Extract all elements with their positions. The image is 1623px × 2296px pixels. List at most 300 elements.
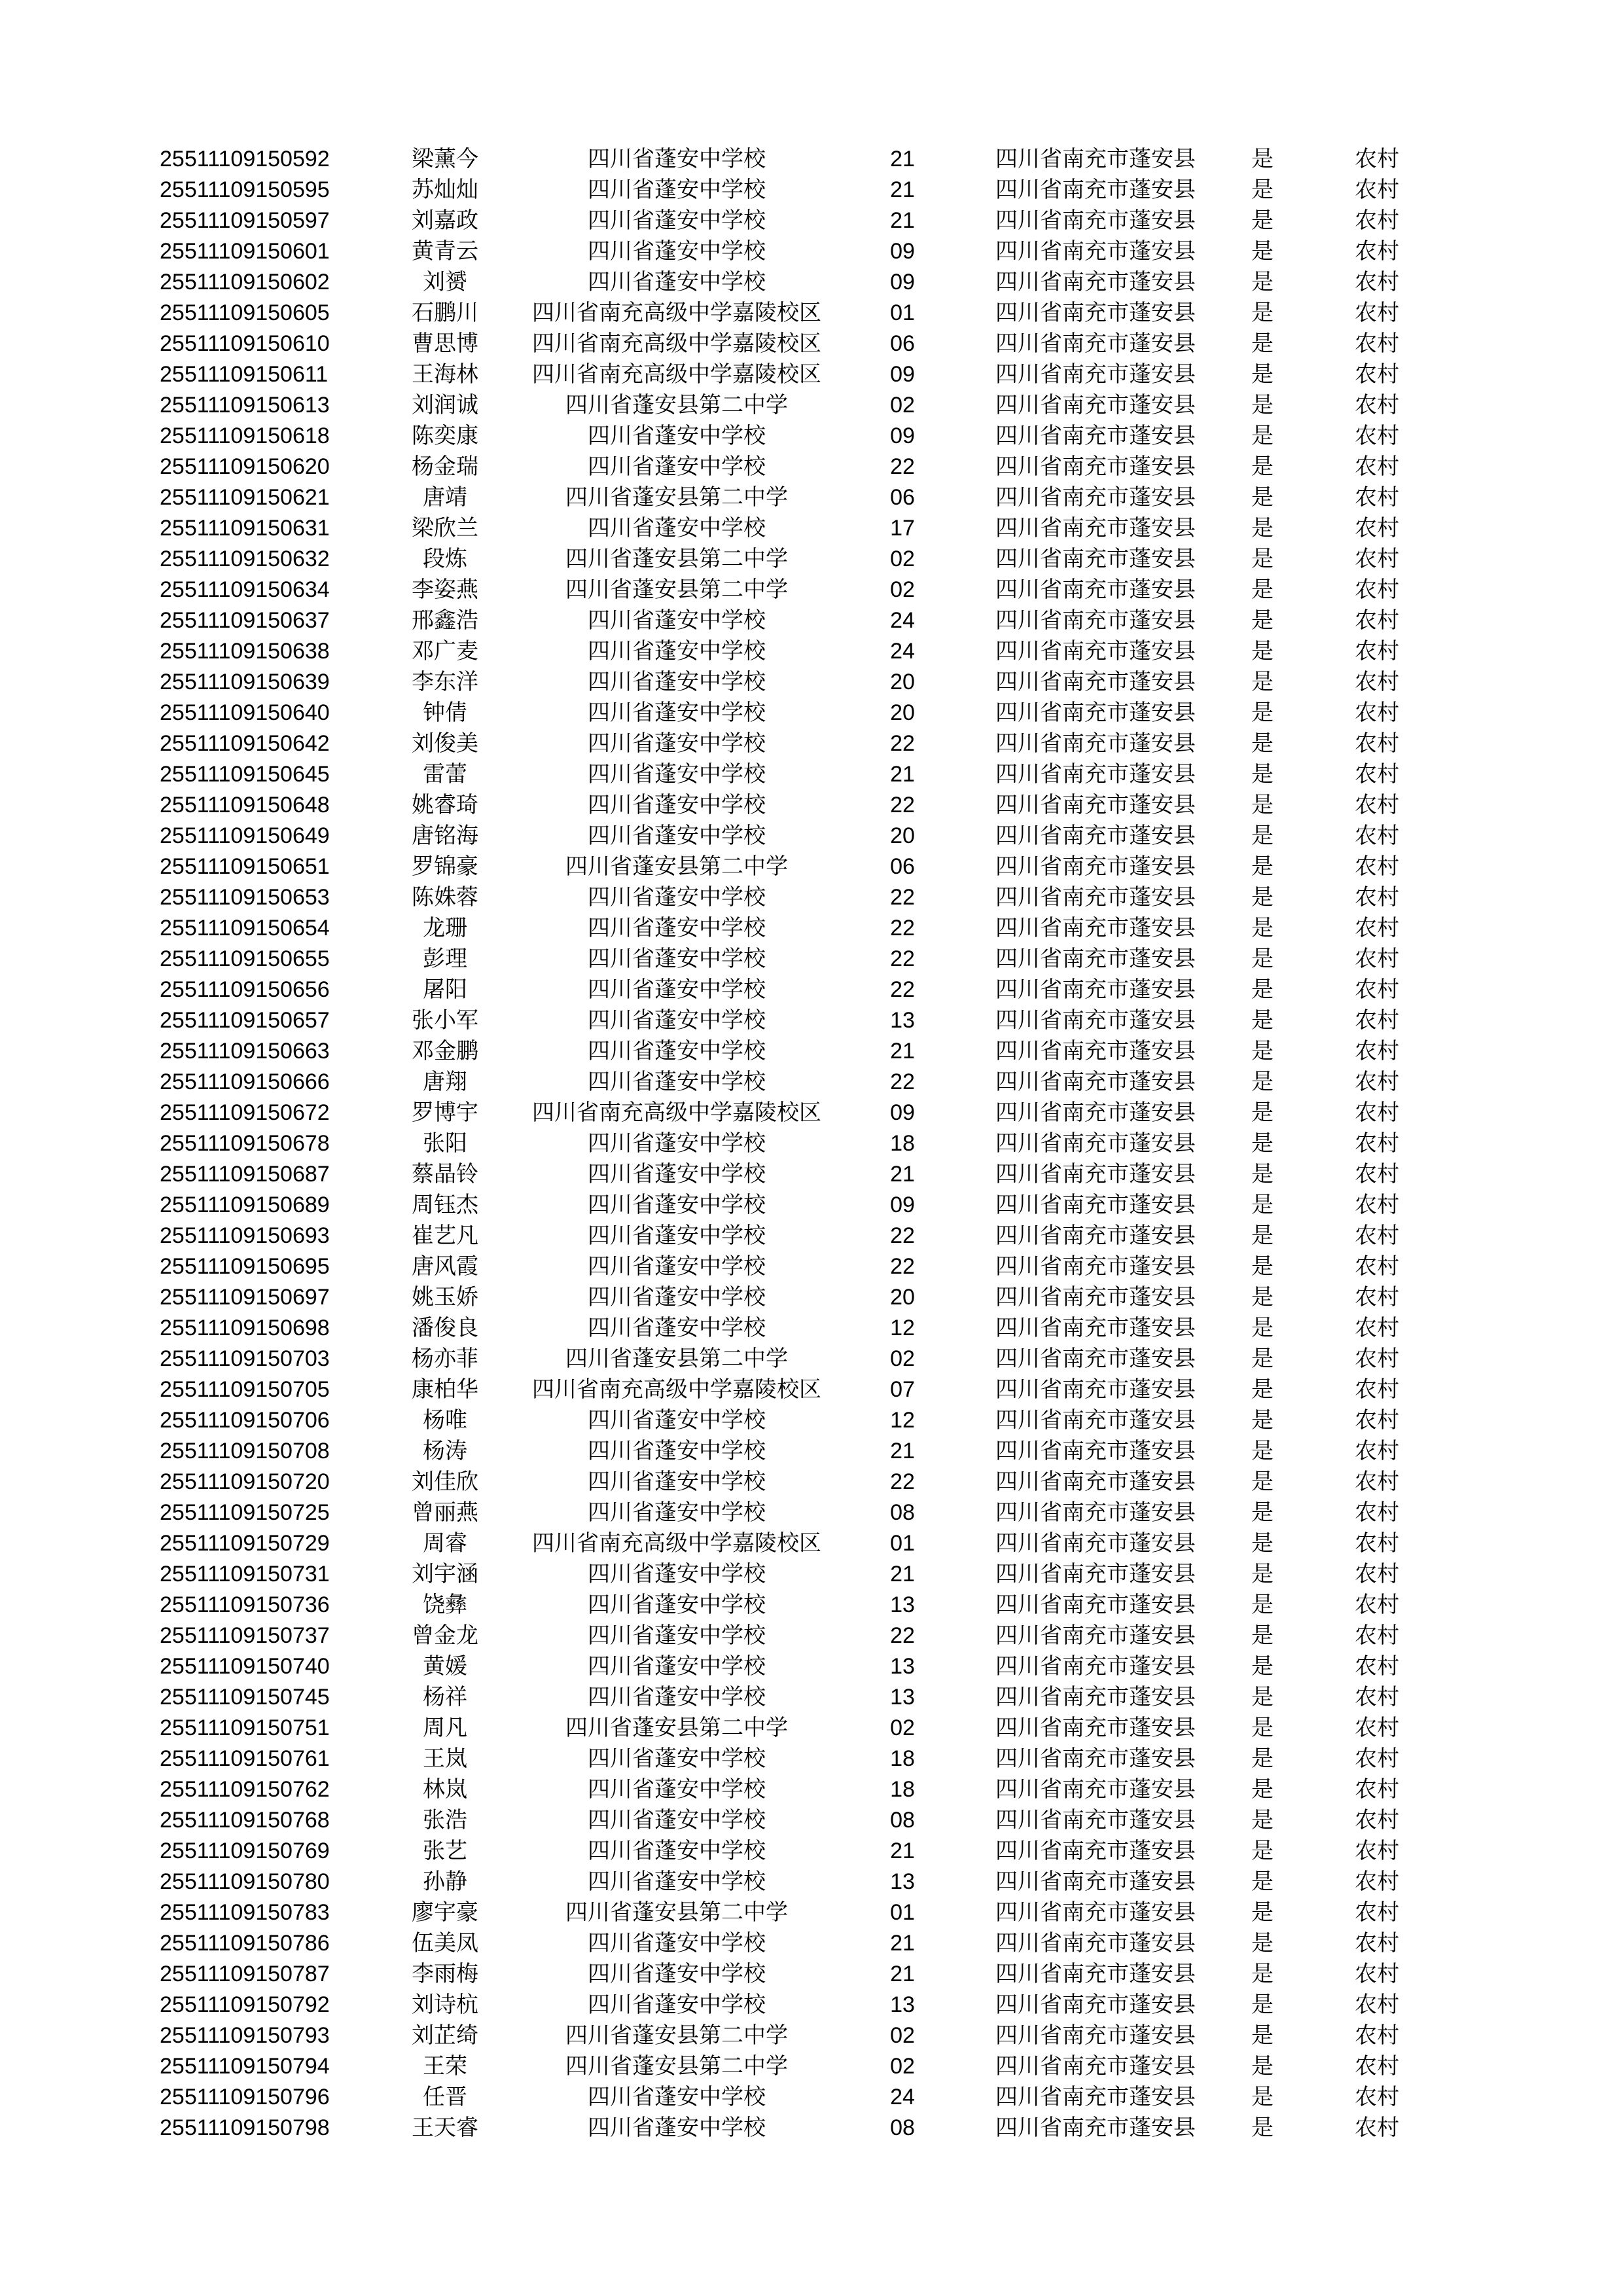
residence-type-cell: 农村 bbox=[1355, 823, 1399, 848]
student-name-cell: 段炼 bbox=[423, 547, 467, 571]
residence-type-cell: 农村 bbox=[1355, 177, 1399, 202]
student-name-cell: 周凡 bbox=[423, 1715, 467, 1740]
residence-type-cell: 农村 bbox=[1355, 454, 1399, 479]
code-cell: 09 bbox=[890, 423, 915, 448]
flag-cell: 是 bbox=[1251, 1131, 1274, 1156]
table-row bbox=[160, 667, 1469, 698]
table-row bbox=[160, 1344, 1469, 1374]
flag-cell: 是 bbox=[1251, 1500, 1274, 1525]
flag-cell: 是 bbox=[1251, 423, 1274, 448]
region-cell: 四川省南充市蓬安县 bbox=[995, 823, 1196, 848]
residence-type-cell: 农村 bbox=[1355, 270, 1399, 295]
student-name-cell: 刘俊美 bbox=[412, 731, 478, 756]
student-name-cell: 潘俊良 bbox=[412, 1316, 478, 1340]
student-id-cell: 25511109150705 bbox=[160, 1377, 330, 1402]
student-name-cell: 李雨梅 bbox=[412, 1962, 478, 1986]
residence-type-cell: 农村 bbox=[1355, 608, 1399, 633]
code-cell: 02 bbox=[890, 2054, 915, 2079]
student-name-cell: 刘佳欣 bbox=[412, 1469, 478, 1494]
residence-type-cell: 农村 bbox=[1355, 946, 1399, 971]
code-cell: 09 bbox=[890, 1193, 915, 1217]
table-row bbox=[160, 206, 1469, 236]
flag-cell: 是 bbox=[1251, 1685, 1274, 1710]
region-cell: 四川省南充市蓬安县 bbox=[995, 177, 1196, 202]
region-cell: 四川省南充市蓬安县 bbox=[995, 208, 1196, 233]
school-cell: 四川省蓬安县第二中学 bbox=[565, 2023, 788, 2048]
student-id-cell: 25511109150762 bbox=[160, 1777, 330, 1802]
flag-cell: 是 bbox=[1251, 516, 1274, 541]
code-cell: 21 bbox=[890, 1439, 915, 1463]
student-name-cell: 彭理 bbox=[423, 946, 467, 971]
region-cell: 四川省南充市蓬安县 bbox=[995, 1469, 1196, 1494]
code-cell: 09 bbox=[890, 239, 915, 264]
student-name-cell: 罗博宇 bbox=[412, 1100, 478, 1125]
table-row bbox=[160, 1128, 1469, 1159]
flag-cell: 是 bbox=[1251, 454, 1274, 479]
school-cell: 四川省蓬安中学校 bbox=[588, 823, 766, 848]
student-name-cell: 雷蕾 bbox=[423, 762, 467, 787]
student-name-cell: 唐风霞 bbox=[412, 1254, 478, 1279]
table-row bbox=[160, 1313, 1469, 1344]
school-cell: 四川省蓬安中学校 bbox=[588, 1685, 766, 1710]
table-row bbox=[160, 1467, 1469, 1498]
code-cell: 18 bbox=[890, 1746, 915, 1771]
student-name-cell: 黄青云 bbox=[412, 239, 478, 264]
flag-cell: 是 bbox=[1251, 485, 1274, 510]
residence-type-cell: 农村 bbox=[1355, 1162, 1399, 1187]
code-cell: 13 bbox=[890, 1654, 915, 1679]
school-cell: 四川省蓬安中学校 bbox=[588, 1562, 766, 1587]
table-row bbox=[160, 882, 1469, 913]
school-cell: 四川省蓬安中学校 bbox=[588, 1962, 766, 1986]
table-row bbox=[160, 1774, 1469, 1805]
region-cell: 四川省南充市蓬安县 bbox=[995, 1162, 1196, 1187]
student-id-cell: 25511109150657 bbox=[160, 1008, 330, 1033]
student-name-cell: 饶彝 bbox=[423, 1592, 467, 1617]
student-id-cell: 25511109150649 bbox=[160, 823, 330, 848]
flag-cell: 是 bbox=[1251, 1285, 1274, 1310]
school-cell: 四川省蓬安中学校 bbox=[588, 1992, 766, 2017]
student-name-cell: 王岚 bbox=[423, 1746, 467, 1771]
student-name-cell: 李东洋 bbox=[412, 670, 478, 694]
region-cell: 四川省南充市蓬安县 bbox=[995, 1746, 1196, 1771]
residence-type-cell: 农村 bbox=[1355, 331, 1399, 356]
code-cell: 12 bbox=[890, 1408, 915, 1433]
student-name-cell: 唐翔 bbox=[423, 1069, 467, 1094]
flag-cell: 是 bbox=[1251, 147, 1274, 171]
code-cell: 13 bbox=[890, 1008, 915, 1033]
flag-cell: 是 bbox=[1251, 1931, 1274, 1956]
school-cell: 四川省蓬安中学校 bbox=[588, 1162, 766, 1187]
table-row bbox=[160, 1867, 1469, 1897]
school-cell: 四川省蓬安县第二中学 bbox=[565, 1900, 788, 1925]
table-row bbox=[160, 1251, 1469, 1282]
student-id-cell: 25511109150687 bbox=[160, 1162, 330, 1187]
student-name-cell: 康柏华 bbox=[412, 1377, 478, 1402]
student-name-cell: 周钰杰 bbox=[412, 1193, 478, 1217]
student-id-cell: 25511109150783 bbox=[160, 1900, 330, 1925]
student-name-cell: 钟倩 bbox=[423, 700, 467, 725]
school-cell: 四川省蓬安中学校 bbox=[588, 270, 766, 295]
region-cell: 四川省南充市蓬安县 bbox=[995, 1039, 1196, 1064]
code-cell: 02 bbox=[890, 2023, 915, 2048]
residence-type-cell: 农村 bbox=[1355, 1900, 1399, 1925]
code-cell: 22 bbox=[890, 946, 915, 971]
student-name-cell: 蔡晶铃 bbox=[412, 1162, 478, 1187]
school-cell: 四川省南充高级中学嘉陵校区 bbox=[532, 1100, 821, 1125]
school-cell: 四川省蓬安县第二中学 bbox=[565, 2054, 788, 2079]
student-id-cell: 25511109150736 bbox=[160, 1592, 330, 1617]
code-cell: 02 bbox=[890, 1715, 915, 1740]
student-name-cell: 唐靖 bbox=[423, 485, 467, 510]
table-row bbox=[160, 821, 1469, 852]
student-id-cell: 25511109150666 bbox=[160, 1069, 330, 1094]
flag-cell: 是 bbox=[1251, 1408, 1274, 1433]
student-id-cell: 25511109150740 bbox=[160, 1654, 330, 1679]
school-cell: 四川省蓬安中学校 bbox=[588, 208, 766, 233]
region-cell: 四川省南充市蓬安县 bbox=[995, 516, 1196, 541]
student-name-cell: 陈奕康 bbox=[412, 423, 478, 448]
region-cell: 四川省南充市蓬安县 bbox=[995, 1592, 1196, 1617]
region-cell: 四川省南充市蓬安县 bbox=[995, 300, 1196, 325]
region-cell: 四川省南充市蓬安县 bbox=[995, 331, 1196, 356]
region-cell: 四川省南充市蓬安县 bbox=[995, 1439, 1196, 1463]
residence-type-cell: 农村 bbox=[1355, 1931, 1399, 1956]
table-row bbox=[160, 636, 1469, 667]
table-row bbox=[160, 944, 1469, 975]
school-cell: 四川省蓬安中学校 bbox=[588, 1654, 766, 1679]
code-cell: 22 bbox=[890, 1223, 915, 1248]
table-row bbox=[160, 1528, 1469, 1559]
flag-cell: 是 bbox=[1251, 1715, 1274, 1740]
flag-cell: 是 bbox=[1251, 2115, 1274, 2140]
residence-type-cell: 农村 bbox=[1355, 1808, 1399, 1833]
student-list-table bbox=[160, 144, 1469, 2144]
residence-type-cell: 农村 bbox=[1355, 1039, 1399, 1064]
code-cell: 06 bbox=[890, 485, 915, 510]
residence-type-cell: 农村 bbox=[1355, 762, 1399, 787]
region-cell: 四川省南充市蓬安县 bbox=[995, 577, 1196, 602]
region-cell: 四川省南充市蓬安县 bbox=[995, 1869, 1196, 1894]
school-cell: 四川省蓬安县第二中学 bbox=[565, 393, 788, 418]
student-name-cell: 伍美凤 bbox=[412, 1931, 478, 1956]
student-name-cell: 刘芷绮 bbox=[412, 2023, 478, 2048]
table-row bbox=[160, 605, 1469, 636]
region-cell: 四川省南充市蓬安县 bbox=[995, 1100, 1196, 1125]
table-row bbox=[160, 513, 1469, 544]
flag-cell: 是 bbox=[1251, 762, 1274, 787]
code-cell: 01 bbox=[890, 1531, 915, 1556]
code-cell: 13 bbox=[890, 1992, 915, 2017]
student-name-cell: 张小军 bbox=[412, 1008, 478, 1033]
residence-type-cell: 农村 bbox=[1355, 885, 1399, 910]
region-cell: 四川省南充市蓬安县 bbox=[995, 1900, 1196, 1925]
school-cell: 四川省南充高级中学嘉陵校区 bbox=[532, 1377, 821, 1402]
region-cell: 四川省南充市蓬安县 bbox=[995, 916, 1196, 941]
student-name-cell: 梁欣兰 bbox=[412, 516, 478, 541]
region-cell: 四川省南充市蓬安县 bbox=[995, 608, 1196, 633]
table-row bbox=[160, 1836, 1469, 1867]
table-row bbox=[160, 329, 1469, 359]
student-id-cell: 25511109150786 bbox=[160, 1931, 330, 1956]
flag-cell: 是 bbox=[1251, 1992, 1274, 2017]
region-cell: 四川省南充市蓬安县 bbox=[995, 1069, 1196, 1094]
code-cell: 22 bbox=[890, 731, 915, 756]
student-id-cell: 25511109150787 bbox=[160, 1962, 330, 1986]
school-cell: 四川省蓬安中学校 bbox=[588, 423, 766, 448]
region-cell: 四川省南充市蓬安县 bbox=[995, 639, 1196, 664]
student-name-cell: 罗锦豪 bbox=[412, 854, 478, 879]
student-name-cell: 孙静 bbox=[423, 1869, 467, 1894]
region-cell: 四川省南充市蓬安县 bbox=[995, 1285, 1196, 1310]
student-id-cell: 25511109150656 bbox=[160, 977, 330, 1002]
code-cell: 17 bbox=[890, 516, 915, 541]
region-cell: 四川省南充市蓬安县 bbox=[995, 1531, 1196, 1556]
flag-cell: 是 bbox=[1251, 1254, 1274, 1279]
table-row bbox=[160, 2113, 1469, 2144]
school-cell: 四川省蓬安中学校 bbox=[588, 177, 766, 202]
region-cell: 四川省南充市蓬安县 bbox=[995, 1131, 1196, 1156]
code-cell: 20 bbox=[890, 823, 915, 848]
region-cell: 四川省南充市蓬安县 bbox=[995, 1254, 1196, 1279]
student-id-cell: 25511109150645 bbox=[160, 762, 330, 787]
school-cell: 四川省蓬安中学校 bbox=[588, 239, 766, 264]
code-cell: 24 bbox=[890, 608, 915, 633]
student-name-cell: 邓金鹏 bbox=[412, 1039, 478, 1064]
residence-type-cell: 农村 bbox=[1355, 423, 1399, 448]
flag-cell: 是 bbox=[1251, 1746, 1274, 1771]
residence-type-cell: 农村 bbox=[1355, 1285, 1399, 1310]
table-row bbox=[160, 1374, 1469, 1405]
flag-cell: 是 bbox=[1251, 2054, 1274, 2079]
table-row bbox=[160, 1436, 1469, 1467]
table-row bbox=[160, 1621, 1469, 1651]
code-cell: 08 bbox=[890, 1500, 915, 1525]
flag-cell: 是 bbox=[1251, 208, 1274, 233]
region-cell: 四川省南充市蓬安县 bbox=[995, 423, 1196, 448]
school-cell: 四川省蓬安中学校 bbox=[588, 147, 766, 171]
school-cell: 四川省蓬安中学校 bbox=[588, 516, 766, 541]
code-cell: 22 bbox=[890, 1069, 915, 1094]
region-cell: 四川省南充市蓬安县 bbox=[995, 1223, 1196, 1248]
code-cell: 02 bbox=[890, 1346, 915, 1371]
flag-cell: 是 bbox=[1251, 177, 1274, 202]
residence-type-cell: 农村 bbox=[1355, 2085, 1399, 2109]
student-name-cell: 崔艺凡 bbox=[412, 1223, 478, 1248]
student-id-cell: 25511109150729 bbox=[160, 1531, 330, 1556]
student-id-cell: 25511109150631 bbox=[160, 516, 330, 541]
region-cell: 四川省南充市蓬安县 bbox=[995, 1500, 1196, 1525]
student-id-cell: 25511109150654 bbox=[160, 916, 330, 941]
school-cell: 四川省蓬安中学校 bbox=[588, 1808, 766, 1833]
table-row bbox=[160, 2082, 1469, 2113]
code-cell: 20 bbox=[890, 1285, 915, 1310]
region-cell: 四川省南充市蓬安县 bbox=[995, 1962, 1196, 1986]
table-row bbox=[160, 1590, 1469, 1621]
table-row bbox=[160, 1036, 1469, 1067]
region-cell: 四川省南充市蓬安县 bbox=[995, 454, 1196, 479]
region-cell: 四川省南充市蓬安县 bbox=[995, 2023, 1196, 2048]
flag-cell: 是 bbox=[1251, 608, 1274, 633]
flag-cell: 是 bbox=[1251, 331, 1274, 356]
residence-type-cell: 农村 bbox=[1355, 2054, 1399, 2079]
code-cell: 22 bbox=[890, 1469, 915, 1494]
region-cell: 四川省南充市蓬安县 bbox=[995, 2054, 1196, 2079]
student-name-cell: 刘润诚 bbox=[412, 393, 478, 418]
student-id-cell: 25511109150693 bbox=[160, 1223, 330, 1248]
student-id-cell: 25511109150653 bbox=[160, 885, 330, 910]
flag-cell: 是 bbox=[1251, 1162, 1274, 1187]
flag-cell: 是 bbox=[1251, 1962, 1274, 1986]
school-cell: 四川省蓬安中学校 bbox=[588, 1254, 766, 1279]
student-name-cell: 刘嘉政 bbox=[412, 208, 478, 233]
region-cell: 四川省南充市蓬安县 bbox=[995, 547, 1196, 571]
school-cell: 四川省蓬安中学校 bbox=[588, 946, 766, 971]
school-cell: 四川省蓬安中学校 bbox=[588, 1592, 766, 1617]
residence-type-cell: 农村 bbox=[1355, 239, 1399, 264]
residence-type-cell: 农村 bbox=[1355, 1100, 1399, 1125]
flag-cell: 是 bbox=[1251, 239, 1274, 264]
code-cell: 08 bbox=[890, 2115, 915, 2140]
table-row bbox=[160, 452, 1469, 482]
code-cell: 21 bbox=[890, 1562, 915, 1587]
flag-cell: 是 bbox=[1251, 1654, 1274, 1679]
code-cell: 21 bbox=[890, 1162, 915, 1187]
code-cell: 06 bbox=[890, 331, 915, 356]
region-cell: 四川省南充市蓬安县 bbox=[995, 393, 1196, 418]
code-cell: 13 bbox=[890, 1869, 915, 1894]
table-row bbox=[160, 575, 1469, 605]
residence-type-cell: 农村 bbox=[1355, 1500, 1399, 1525]
student-id-cell: 25511109150592 bbox=[160, 147, 330, 171]
student-id-cell: 25511109150610 bbox=[160, 331, 330, 356]
code-cell: 22 bbox=[890, 454, 915, 479]
table-row bbox=[160, 1405, 1469, 1436]
student-id-cell: 25511109150639 bbox=[160, 670, 330, 694]
residence-type-cell: 农村 bbox=[1355, 1069, 1399, 1094]
student-name-cell: 王海林 bbox=[412, 362, 478, 387]
code-cell: 02 bbox=[890, 547, 915, 571]
code-cell: 21 bbox=[890, 147, 915, 171]
school-cell: 四川省蓬安县第二中学 bbox=[565, 485, 788, 510]
residence-type-cell: 农村 bbox=[1355, 577, 1399, 602]
table-row bbox=[160, 759, 1469, 790]
flag-cell: 是 bbox=[1251, 547, 1274, 571]
flag-cell: 是 bbox=[1251, 1623, 1274, 1648]
student-id-cell: 25511109150708 bbox=[160, 1439, 330, 1463]
student-id-cell: 25511109150621 bbox=[160, 485, 330, 510]
table-row bbox=[160, 698, 1469, 728]
residence-type-cell: 农村 bbox=[1355, 1531, 1399, 1556]
student-name-cell: 李姿燕 bbox=[412, 577, 478, 602]
code-cell: 22 bbox=[890, 916, 915, 941]
region-cell: 四川省南充市蓬安县 bbox=[995, 1562, 1196, 1587]
residence-type-cell: 农村 bbox=[1355, 1223, 1399, 1248]
region-cell: 四川省南充市蓬安县 bbox=[995, 485, 1196, 510]
student-name-cell: 杨唯 bbox=[423, 1408, 467, 1433]
student-name-cell: 刘赟 bbox=[423, 270, 467, 295]
flag-cell: 是 bbox=[1251, 916, 1274, 941]
student-id-cell: 25511109150655 bbox=[160, 946, 330, 971]
code-cell: 22 bbox=[890, 1254, 915, 1279]
residence-type-cell: 农村 bbox=[1355, 1008, 1399, 1033]
table-row bbox=[160, 421, 1469, 452]
code-cell: 21 bbox=[890, 177, 915, 202]
code-cell: 22 bbox=[890, 885, 915, 910]
flag-cell: 是 bbox=[1251, 1100, 1274, 1125]
residence-type-cell: 农村 bbox=[1355, 485, 1399, 510]
school-cell: 四川省蓬安中学校 bbox=[588, 885, 766, 910]
table-row bbox=[160, 1221, 1469, 1251]
school-cell: 四川省蓬安中学校 bbox=[588, 1223, 766, 1248]
table-row bbox=[160, 1559, 1469, 1590]
flag-cell: 是 bbox=[1251, 300, 1274, 325]
school-cell: 四川省蓬安县第二中学 bbox=[565, 854, 788, 879]
table-row bbox=[160, 1805, 1469, 1836]
table-row bbox=[160, 1928, 1469, 1959]
flag-cell: 是 bbox=[1251, 2023, 1274, 2048]
school-cell: 四川省南充高级中学嘉陵校区 bbox=[532, 1531, 821, 1556]
code-cell: 18 bbox=[890, 1777, 915, 1802]
school-cell: 四川省蓬安中学校 bbox=[588, 1500, 766, 1525]
table-row bbox=[160, 390, 1469, 421]
region-cell: 四川省南充市蓬安县 bbox=[995, 793, 1196, 817]
code-cell: 20 bbox=[890, 670, 915, 694]
student-id-cell: 25511109150642 bbox=[160, 731, 330, 756]
table-row bbox=[160, 144, 1469, 175]
region-cell: 四川省南充市蓬安县 bbox=[995, 1623, 1196, 1648]
student-name-cell: 杨金瑞 bbox=[412, 454, 478, 479]
school-cell: 四川省蓬安中学校 bbox=[588, 1069, 766, 1094]
student-id-cell: 25511109150731 bbox=[160, 1562, 330, 1587]
student-name-cell: 梁薰今 bbox=[412, 147, 478, 171]
student-id-cell: 25511109150697 bbox=[160, 1285, 330, 1310]
school-cell: 四川省蓬安县第二中学 bbox=[565, 1346, 788, 1371]
student-id-cell: 25511109150663 bbox=[160, 1039, 330, 1064]
residence-type-cell: 农村 bbox=[1355, 1346, 1399, 1371]
table-row bbox=[160, 1190, 1469, 1221]
flag-cell: 是 bbox=[1251, 2085, 1274, 2109]
table-row bbox=[160, 975, 1469, 1005]
school-cell: 四川省蓬安中学校 bbox=[588, 1193, 766, 1217]
student-id-cell: 25511109150689 bbox=[160, 1193, 330, 1217]
school-cell: 四川省蓬安中学校 bbox=[588, 1623, 766, 1648]
region-cell: 四川省南充市蓬安县 bbox=[995, 1377, 1196, 1402]
code-cell: 01 bbox=[890, 300, 915, 325]
school-cell: 四川省蓬安中学校 bbox=[588, 1931, 766, 1956]
school-cell: 四川省蓬安中学校 bbox=[588, 762, 766, 787]
student-id-cell: 25511109150613 bbox=[160, 393, 330, 418]
student-id-cell: 25511109150640 bbox=[160, 700, 330, 725]
residence-type-cell: 农村 bbox=[1355, 670, 1399, 694]
flag-cell: 是 bbox=[1251, 1377, 1274, 1402]
school-cell: 四川省蓬安县第二中学 bbox=[565, 1715, 788, 1740]
student-id-cell: 25511109150703 bbox=[160, 1346, 330, 1371]
student-name-cell: 杨亦菲 bbox=[412, 1346, 478, 1371]
residence-type-cell: 农村 bbox=[1355, 1654, 1399, 1679]
region-cell: 四川省南充市蓬安县 bbox=[995, 1992, 1196, 2017]
student-name-cell: 林岚 bbox=[423, 1777, 467, 1802]
table-row bbox=[160, 1098, 1469, 1128]
residence-type-cell: 农村 bbox=[1355, 1193, 1399, 1217]
residence-type-cell: 农村 bbox=[1355, 1469, 1399, 1494]
region-cell: 四川省南充市蓬安县 bbox=[995, 1408, 1196, 1433]
flag-cell: 是 bbox=[1251, 1839, 1274, 1863]
residence-type-cell: 农村 bbox=[1355, 731, 1399, 756]
school-cell: 四川省蓬安县第二中学 bbox=[565, 547, 788, 571]
code-cell: 21 bbox=[890, 1962, 915, 1986]
student-name-cell: 陈姝蓉 bbox=[412, 885, 478, 910]
